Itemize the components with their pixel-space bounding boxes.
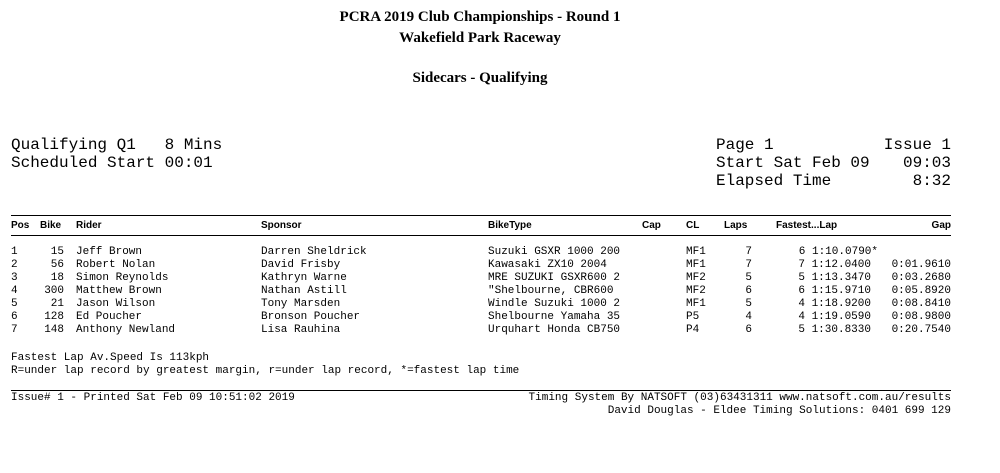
row-3-pos: 3	[11, 272, 18, 284]
row-1-laps: 7	[745, 246, 752, 258]
venue-title: Wakefield Park Raceway	[399, 30, 561, 46]
row-5-rider: Jason Wilson	[76, 298, 156, 310]
row-1-biketype: Suzuki GSXR 1000 200	[488, 246, 621, 258]
row-5-fastest: 4 1:18.9200	[798, 298, 871, 310]
col-cl: CL	[686, 220, 700, 231]
row-6-gap: 0:08.9800	[891, 311, 951, 323]
timing-system-credit: Timing System By NATSOFT (03)63431311 www.natsoft.com.au/results	[528, 392, 951, 404]
row-7-biketype: Urquhart Honda CB750	[488, 324, 621, 336]
row-1-sponsor: Darren Sheldrick	[261, 246, 367, 258]
row-2-fastest: 7 1:12.0400	[798, 259, 871, 271]
row-4-pos: 4	[11, 285, 18, 297]
row-4-cl: MF2	[686, 285, 706, 297]
col-sponsor: Sponsor	[261, 220, 302, 231]
col-biketype: BikeType	[488, 220, 532, 231]
row-4-biketype: "Shelbourne, CBR600	[488, 285, 614, 297]
legend-note: R=under lap record by greatest margin, r=under lap record, *=fastest lap time	[11, 365, 520, 377]
row-3-sponsor: Kathryn Warne	[261, 272, 347, 284]
row-2-biketype: Kawasaki ZX10 2004	[488, 259, 607, 271]
row-3-cl: MF2	[686, 272, 706, 284]
col-cap: Cap	[642, 220, 661, 231]
event-title: PCRA 2019 Club Championships - Round 1	[339, 9, 621, 25]
header-top-rule	[11, 215, 951, 216]
row-2-sponsor: David Frisby	[261, 259, 341, 271]
row-2-bike: 56	[50, 259, 64, 271]
row-2-pos: 2	[11, 259, 18, 271]
row-1-fastest: 6 1:10.0790*	[798, 246, 878, 258]
row-5-laps: 5	[745, 298, 752, 310]
col-fastest-lap: Fastest...Lap	[776, 220, 838, 231]
row-4-laps: 6	[745, 285, 752, 297]
row-7-laps: 6	[745, 324, 752, 336]
issue-printed: Issue# 1 - Printed Sat Feb 09 10:51:02 2019	[11, 392, 295, 404]
row-4-fastest: 6 1:15.9710	[798, 285, 871, 297]
start-time: 09:03	[902, 154, 951, 172]
row-6-biketype: Shelbourne Yamaha 35	[488, 311, 621, 323]
row-7-rider: Anthony Newland	[76, 324, 176, 336]
row-5-bike: 21	[50, 298, 64, 310]
row-6-cl: P5	[686, 311, 700, 323]
row-6-sponsor: Bronson Poucher	[261, 311, 361, 323]
row-2-laps: 7	[745, 259, 752, 271]
session-info: Qualifying Q1 8 Mins	[11, 136, 223, 154]
scheduled-start: Scheduled Start 00:01	[11, 154, 213, 172]
row-1-pos: 1	[11, 246, 18, 258]
row-4-gap: 0:05.8920	[891, 285, 951, 297]
row-7-sponsor: Lisa Rauhina	[261, 324, 341, 336]
row-4-bike: 300	[44, 285, 64, 297]
row-4-sponsor: Nathan Astill	[261, 285, 347, 297]
row-6-laps: 4	[745, 311, 752, 323]
elapsed-time: 8:32	[912, 172, 951, 190]
fastest-lap-speed: Fastest Lap Av.Speed Is 113kph	[11, 352, 210, 364]
col-gap: Gap	[931, 220, 951, 231]
row-3-laps: 5	[745, 272, 752, 284]
row-5-gap: 0:08.8410	[891, 298, 951, 310]
row-1-cl: MF1	[686, 246, 706, 258]
row-2-cl: MF1	[686, 259, 706, 271]
start-label: Start Sat Feb 09	[716, 154, 870, 172]
col-pos: Pos	[11, 220, 30, 231]
col-rider: Rider	[76, 220, 102, 231]
col-laps: Laps	[724, 220, 748, 231]
header-bottom-rule	[11, 235, 951, 236]
row-7-pos: 7	[11, 324, 18, 336]
session-title: Sidecars - Qualifying	[412, 70, 548, 86]
row-3-fastest: 5 1:13.3470	[798, 272, 871, 284]
row-5-biketype: Windle Suzuki 1000 2	[488, 298, 621, 310]
row-1-rider: Jeff Brown	[76, 246, 143, 258]
row-1-bike: 15	[50, 246, 64, 258]
row-5-sponsor: Tony Marsden	[261, 298, 341, 310]
row-7-cl: P4	[686, 324, 700, 336]
issue-number: Issue 1	[883, 136, 951, 154]
row-3-bike: 18	[50, 272, 64, 284]
row-7-fastest: 5 1:30.8330	[798, 324, 871, 336]
page-number: Page 1	[716, 136, 774, 154]
row-2-rider: Robert Nolan	[76, 259, 156, 271]
elapsed-label: Elapsed Time	[716, 172, 832, 190]
row-3-biketype: MRE SUZUKI GSXR600 2	[488, 272, 621, 284]
row-6-bike: 128	[44, 311, 64, 323]
row-6-pos: 6	[11, 311, 18, 323]
row-6-rider: Ed Poucher	[76, 311, 143, 323]
row-7-gap: 0:20.7540	[891, 324, 951, 336]
row-5-cl: MF1	[686, 298, 706, 310]
row-3-rider: Simon Reynolds	[76, 272, 169, 284]
row-4-rider: Matthew Brown	[76, 285, 162, 297]
row-3-gap: 0:03.2680	[891, 272, 951, 284]
row-2-gap: 0:01.9610	[891, 259, 951, 271]
footer-rule	[11, 390, 951, 391]
timing-contact: David Douglas - Eldee Timing Solutions: 0401 699 129	[607, 405, 951, 417]
col-bike: Bike	[40, 220, 62, 231]
row-5-pos: 5	[11, 298, 18, 310]
row-7-bike: 148	[44, 324, 64, 336]
row-6-fastest: 4 1:19.0590	[798, 311, 871, 323]
